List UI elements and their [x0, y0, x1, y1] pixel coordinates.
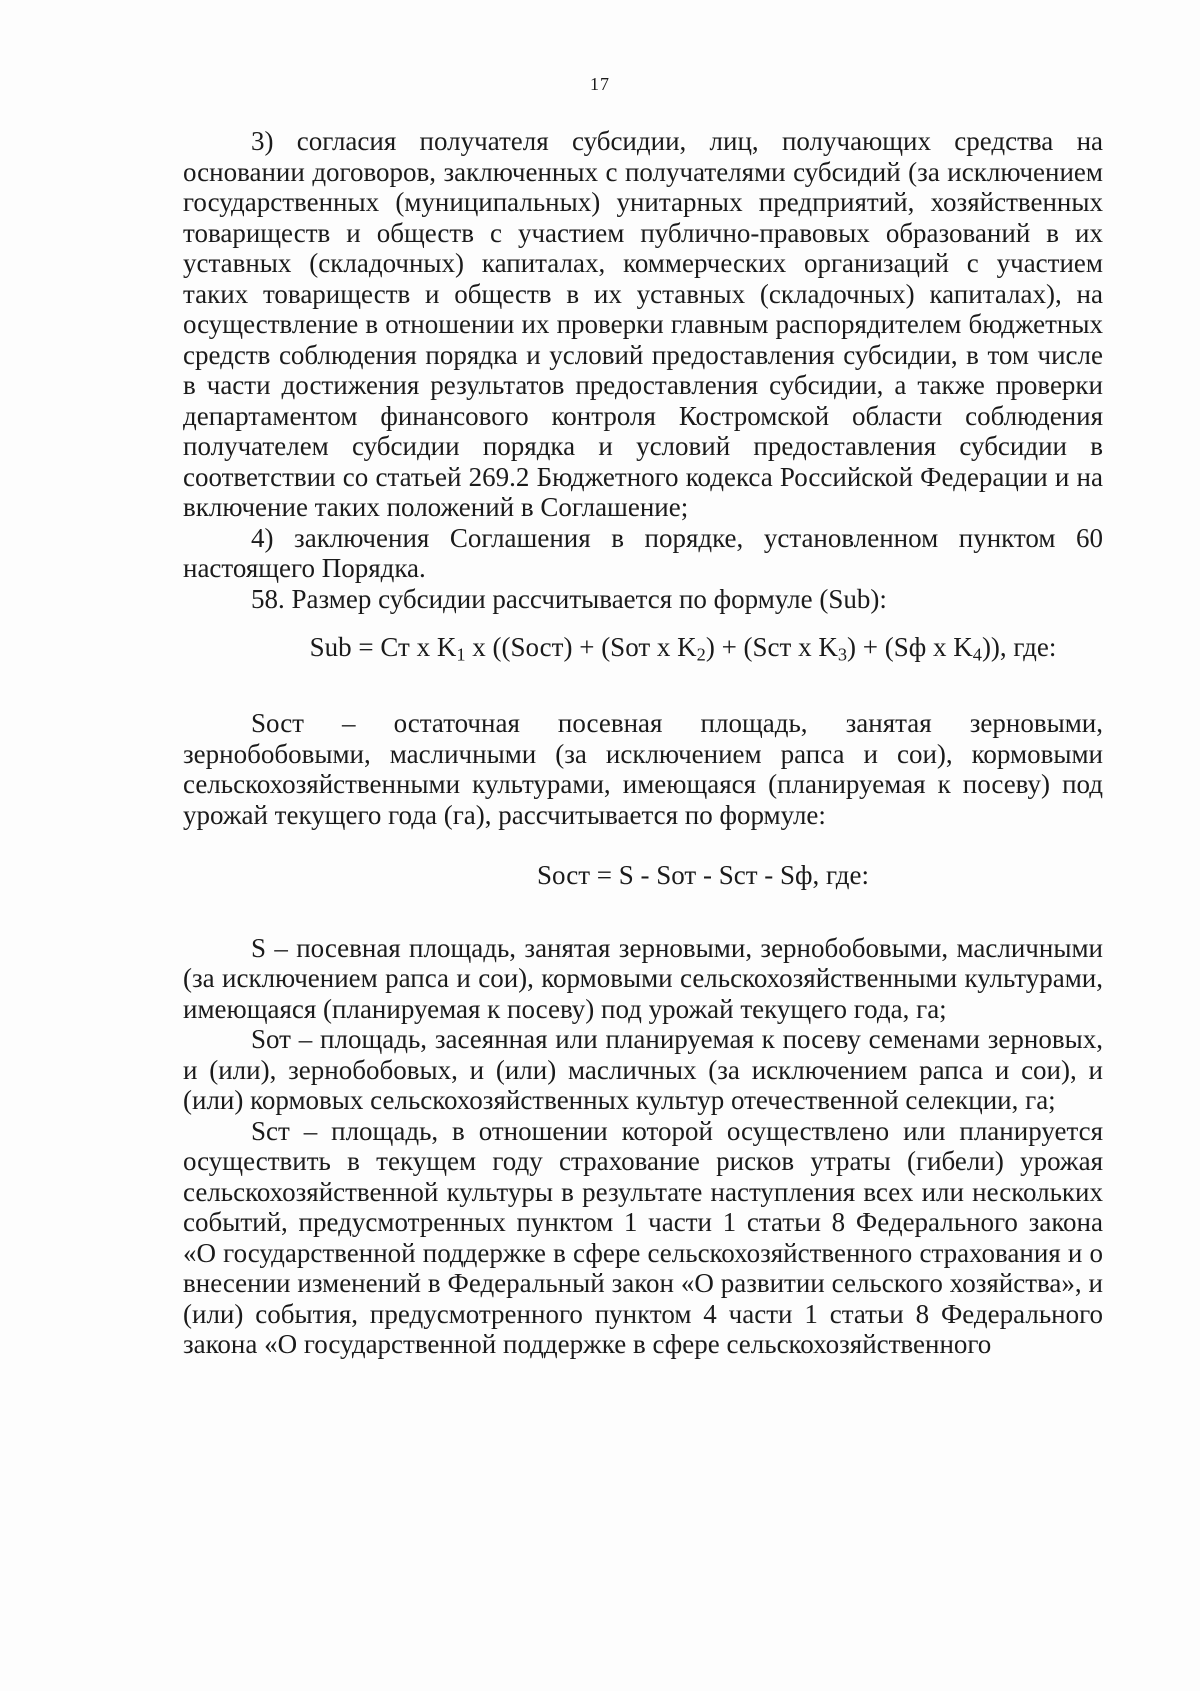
formula-part: )), где: [981, 632, 1057, 662]
formula-subscript: 4 [972, 644, 982, 665]
definition-sst: Sст – площадь, в отношении которой осуществлено или планируется осуществить в текущем году страхование рисков утраты (гибели) урожая сельскохозяйственной культуры в результате наступления всех или нескольких событий, предусмотренных пунктом 1 части 1 статьи 8 Федерального закона «О государственной поддержке в сфере сельскохозяйственного страхования и о внесении изменений в Федеральный закон «О развитии сельского хозяйства», и (или) события, предусмотренного пунктом 4 части 1 статьи 8 Федерального закона «О государственной поддержке в сфере сельскохозяйственного [183, 1115, 1103, 1360]
document-body [183, 126, 1103, 1360]
formula-subscript: 2 [696, 644, 706, 665]
definition-sot: Sот – площадь, засеянная или планируемая к посеву семенами зерновых, и (или), зернобобовых, и (или) масличных (за исключением рапса и сои), и (или) кормовых сельскохозяйственных культур отечественной селекции, га; [183, 1024, 1103, 1116]
sost-formula: Sост = S - Sот - Sст - Sф, где: [537, 860, 869, 891]
subsidy-formula [183, 632, 1103, 670]
formula-part: ) + (Sст х K [705, 632, 838, 662]
paragraph-58: 58. Размер субсидии рассчитывается по формуле (Sub): [251, 583, 887, 614]
page-number: 17 [590, 74, 610, 94]
paragraph-item-4: 4) заключения Соглашения в порядке, установленном пунктом 60 настоящего Порядка. [183, 522, 1103, 583]
formula-subscript: 3 [837, 644, 848, 665]
formula-subscript: 1 [456, 644, 466, 665]
paragraph-item-3: 3) согласия получателя субсидии, лиц, получающих средства на основании договоров, заключенных с получателями субсидий (за исключением государственных (муниципальных) унитарных предприятий, хозяйственных товариществ и обществ с участием публично-правовых образований в их уставных (складочных) капиталах, коммерческих организаций с участием таких товариществ и обществ в их уставных (складочных) капиталах), на осуществление в отношении их проверки главным распорядителем бюджетных средств соблюдения порядка и условий предоставления субсидии, в том числе в части достижения результатов предоставления субсидии, а также проверки департаментом финансового контроля Костромской области соблюдения получателем субсидии порядка и условий предоставления субсидии в соответствии со статьей 269.2 Бюджетного кодекса Российской Федерации и на включение таких положений в Соглашение; [183, 126, 1103, 522]
definition-sost: Sост – остаточная посевная площадь, занятая зерновыми, зернобобовыми, масличными (за исключением рапса и сои), кормовыми сельскохозяйственными культурами, имеющаяся (планируемая к посеву) под урожай текущего года (га), рассчитывается по формуле: [183, 708, 1103, 830]
formula-part: ) + (Sф х K [847, 632, 973, 662]
definition-s: S – посевная площадь, занятая зерновыми, зернобобовыми, масличными (за исключением рапса и сои), кормовыми сельскохозяйственными культурами, имеющаяся (планируемая к посеву) под урожай текущего года, га; [183, 932, 1103, 1024]
formula-part: Sub = Ст х K [309, 632, 457, 662]
formula-part: х ((Sост) + (Sот х K [465, 632, 697, 662]
